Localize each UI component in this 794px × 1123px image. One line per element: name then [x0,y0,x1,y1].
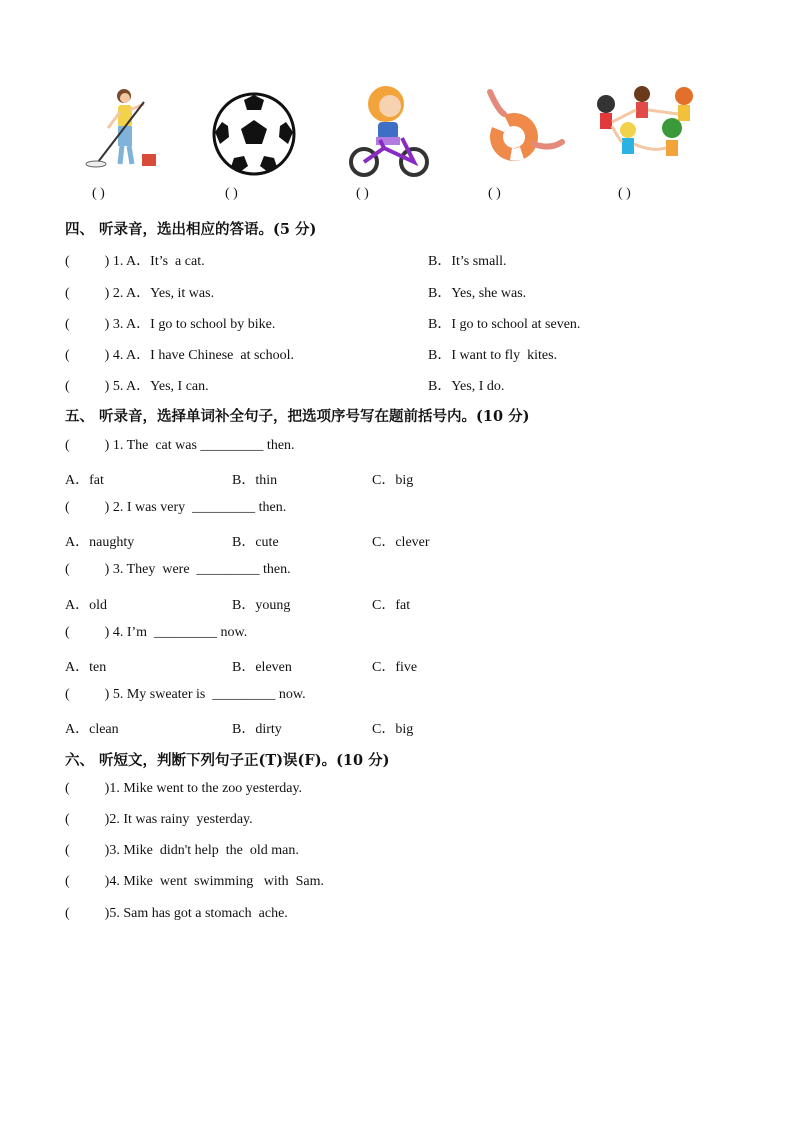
picture-1-answer-paren: ( ) [92,186,105,201]
children-playing-circle-icon [592,82,704,180]
s5-question-2-option-a: A．naughty [65,535,135,550]
section-6-heading: 六、 听短文，判断下列句子正(T)误(F)。(10 分) [65,752,390,769]
s5-question-1: ( ) 1. The cat was _________ then. [65,438,295,453]
s4-question-4: ( ) 4. A．I have Chinese at school. [65,348,295,363]
s6-statement-3: ( )3. Mike didn't help the old man. [65,843,299,858]
s5-question-3-option-c: C．fat [372,598,411,613]
s5-question-3-option-a: A．old [65,598,107,613]
s5-question-1-option-a: A．fat [65,473,104,488]
picture-3-answer-paren: ( ) [356,186,369,201]
s5-question-2-option-c: C．clever [372,535,430,550]
s4-question-1: ( ) 1. A．It’s a cat. [65,254,205,269]
s4-question-3-option-b: B．I go to school at seven. [428,317,581,332]
picture-2-answer-paren: ( ) [225,186,238,201]
s5-question-1-option-c: C．big [372,473,414,488]
s6-statement-4: ( )4. Mike went swimming with Sam. [65,874,324,889]
s4-question-2-option-b: B．Yes, she was. [428,286,527,301]
soccer-ball-icon [204,82,304,180]
mopping-woman-icon [78,82,178,180]
girl-riding-bike-icon [344,82,444,180]
s5-question-5: ( ) 5. My sweater is _________ now. [65,687,306,702]
s5-question-5-option-c: C．big [372,722,414,737]
s4-question-4-option-b: B．I want to fly kites. [428,348,558,363]
s4-question-5: ( ) 5. A．Yes, I can. [65,379,209,394]
s5-question-5-option-b: B．dirty [232,722,282,737]
s5-question-4: ( ) 4. I’m _________ now. [65,625,248,640]
section-4-heading: 四、 听录音，选出相应的答语。(5 分) [65,221,317,238]
s5-question-1-option-b: B．thin [232,473,278,488]
s4-question-3: ( ) 3. A．I go to school by bike. [65,317,276,332]
s4-question-1-option-b: B．It’s small. [428,254,507,269]
s5-question-4-option-c: C．five [372,660,418,675]
swim-ring-icon [470,82,570,180]
section-5-heading: 五、 听录音，选择单词补全句子，把选项序号写在题前括号内。(10 分) [65,408,530,425]
s5-question-5-option-a: A．clean [65,722,119,737]
s5-question-4-option-b: B．eleven [232,660,292,675]
picture-4-answer-paren: ( ) [488,186,501,201]
s6-statement-1: ( )1. Mike went to the zoo yesterday. [65,781,303,796]
s5-question-3: ( ) 3. They were _________ then. [65,562,291,577]
s5-question-2-option-b: B．cute [232,535,279,550]
s6-statement-5: ( )5. Sam has got a stomach ache. [65,906,288,921]
s4-question-5-option-b: B．Yes, I do. [428,379,505,394]
picture-5-answer-paren: ( ) [618,186,631,201]
s5-question-4-option-a: A．ten [65,660,107,675]
s5-question-2: ( ) 2. I was very _________ then. [65,500,287,515]
s4-question-2: ( ) 2. A．Yes, it was. [65,286,215,301]
s5-question-3-option-b: B．young [232,598,291,613]
s6-statement-2: ( )2. It was rainy yesterday. [65,812,253,827]
